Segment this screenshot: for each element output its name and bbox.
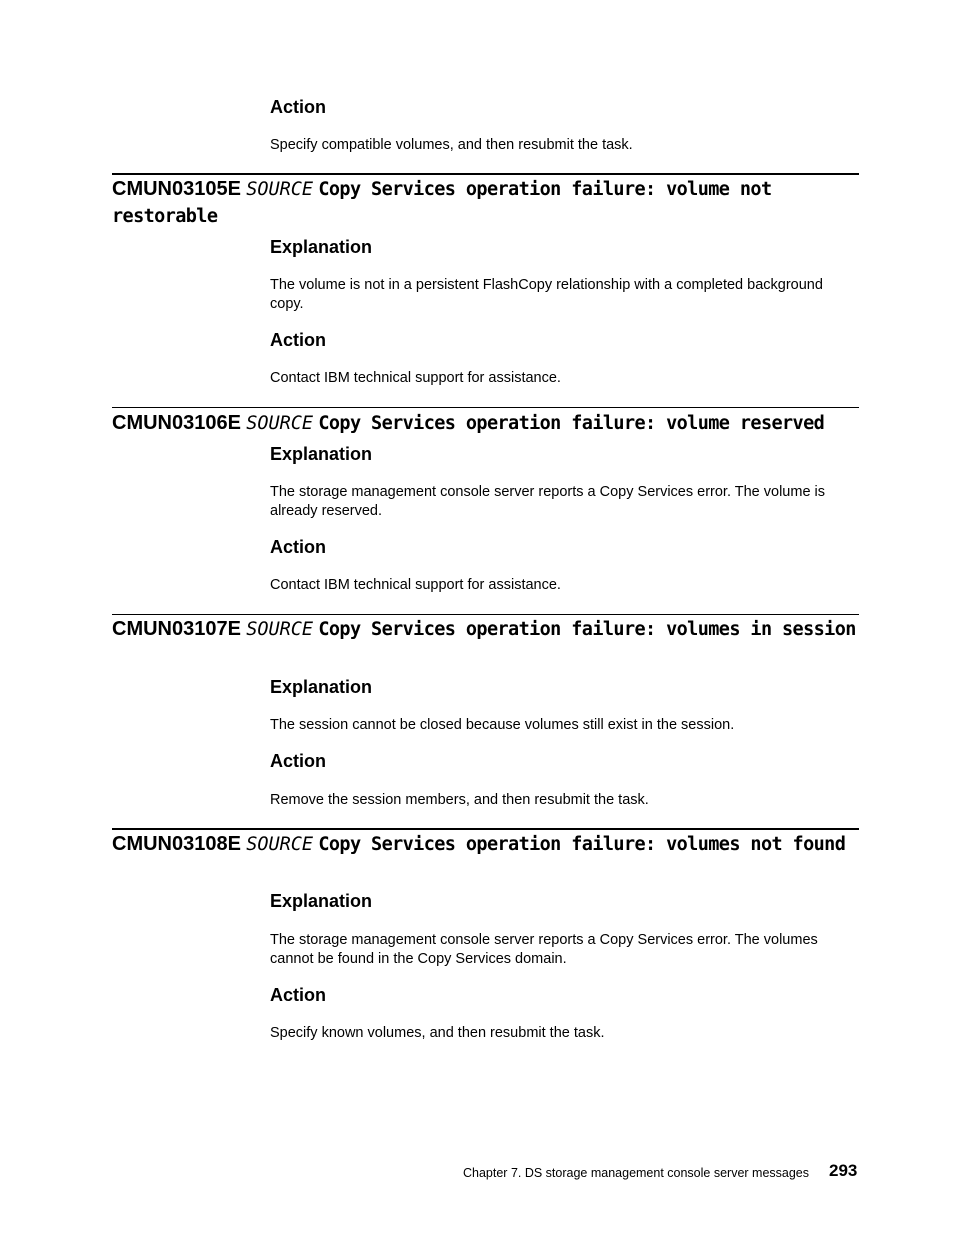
section-rule — [112, 173, 859, 175]
action-text: Contact IBM technical support for assistance. — [270, 577, 561, 593]
message-title: Copy Services operation failure: volumes not found — [318, 834, 846, 855]
explanation-heading: Explanation — [270, 677, 373, 697]
message-heading — [112, 410, 859, 437]
explanation-text: The storage management console server reports a Copy Services error. The volume is already reserved. — [270, 484, 826, 519]
explanation-heading: Explanation — [270, 444, 373, 464]
message-heading — [112, 616, 859, 643]
action-text: Contact IBM technical support for assistance. — [270, 370, 561, 386]
action-heading: Action — [270, 751, 326, 771]
section-rule — [112, 407, 859, 408]
message-title: Copy Services operation failure: volume reserved — [318, 413, 825, 434]
message-id: CMUN03106E — [112, 412, 241, 434]
explanation-text: The volume is not in a persistent FlashCopy relationship with a completed background copy. — [270, 277, 823, 312]
message-heading — [112, 831, 859, 858]
message-source: SOURCE — [246, 834, 314, 855]
footer-chapter-title: Chapter 7. DS storage management console server messages — [463, 1166, 810, 1180]
message-source: SOURCE — [246, 179, 314, 200]
explanation-text: The storage management console server reports a Copy Services error. The volumes cannot be found in the Copy Services domain. — [270, 932, 818, 967]
message-source: SOURCE — [246, 413, 314, 434]
message-title: Copy Services operation failure: volume not restorable — [112, 179, 772, 227]
message-id: CMUN03107E — [112, 618, 241, 640]
action-heading: Action — [270, 330, 326, 350]
explanation-heading: Explanation — [270, 891, 373, 911]
message-source: SOURCE — [246, 619, 314, 640]
action-heading: Action — [270, 985, 326, 1005]
explanation-heading: Explanation — [270, 237, 373, 257]
message-title: Copy Services operation failure: volumes in session — [318, 619, 856, 640]
message-id: CMUN03108E — [112, 833, 241, 855]
page-number: 293 — [829, 1161, 858, 1180]
action-text: Specify compatible volumes, and then resubmit the task. — [270, 137, 633, 153]
message-id: CMUN03105E — [112, 178, 241, 200]
action-heading: Action — [270, 537, 326, 557]
section-rule — [112, 614, 859, 615]
action-text: Specify known volumes, and then resubmit the task. — [270, 1025, 605, 1041]
section-rule — [112, 828, 859, 830]
action-text: Remove the session members, and then resubmit the task. — [270, 792, 649, 808]
message-heading — [112, 176, 859, 230]
explanation-text: The session cannot be closed because volumes still exist in the session. — [270, 717, 735, 733]
action-heading: Action — [270, 97, 326, 117]
